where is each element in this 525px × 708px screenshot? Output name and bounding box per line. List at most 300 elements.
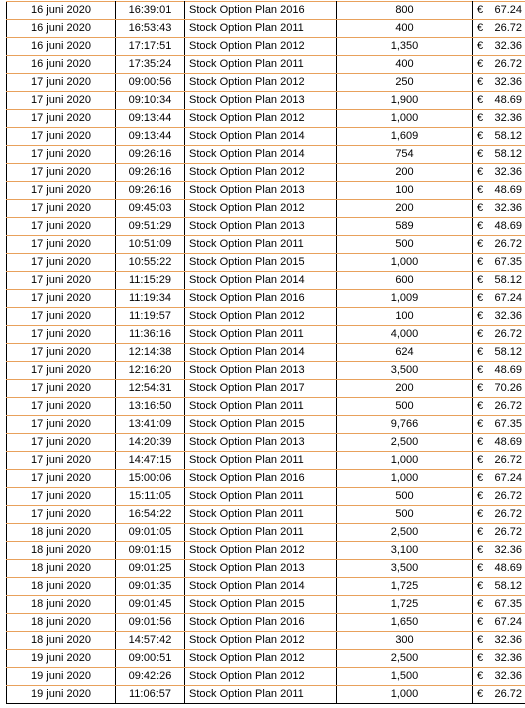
date-cell: 17 juni 2020 — [7, 146, 116, 164]
time-cell: 09:26:16 — [116, 146, 185, 164]
price-value: 67.35 — [494, 418, 522, 430]
quantity-cell: 1,000 — [337, 470, 473, 488]
price-value: 32.36 — [494, 76, 522, 88]
quantity-cell: 1,350 — [337, 38, 473, 56]
price-cell — [473, 614, 525, 632]
price-value: 26.72 — [494, 400, 522, 412]
price-value: 26.72 — [494, 454, 522, 466]
plan-cell: Stock Option Plan 2013 — [185, 182, 337, 200]
currency-symbol: € — [477, 58, 484, 70]
date-cell: 17 juni 2020 — [7, 488, 116, 506]
currency-symbol: € — [477, 292, 484, 304]
price-value: 32.36 — [494, 544, 522, 556]
currency-symbol: € — [477, 94, 484, 106]
time-cell: 12:16:20 — [116, 362, 185, 380]
quantity-cell: 1,000 — [337, 254, 473, 272]
currency-symbol: € — [477, 634, 484, 646]
price-cell — [473, 434, 525, 452]
currency-symbol: € — [477, 688, 484, 700]
price-value: 32.36 — [494, 652, 522, 664]
currency-symbol: € — [477, 40, 484, 52]
currency-symbol: € — [477, 22, 484, 34]
currency-symbol: € — [477, 418, 484, 430]
table-row — [7, 668, 525, 686]
price-cell — [473, 326, 525, 344]
date-cell: 18 juni 2020 — [7, 632, 116, 650]
price-cell — [473, 416, 525, 434]
plan-cell: Stock Option Plan 2011 — [185, 56, 337, 74]
plan-cell: Stock Option Plan 2016 — [185, 2, 337, 20]
quantity-cell: 1,000 — [337, 686, 473, 704]
plan-cell: Stock Option Plan 2012 — [185, 650, 337, 668]
quantity-cell: 500 — [337, 488, 473, 506]
price-cell — [473, 308, 525, 326]
quantity-cell: 754 — [337, 146, 473, 164]
time-cell: 11:19:34 — [116, 290, 185, 308]
plan-cell: Stock Option Plan 2012 — [185, 542, 337, 560]
price-cell — [473, 542, 525, 560]
price-value: 67.35 — [494, 598, 522, 610]
plan-cell: Stock Option Plan 2012 — [185, 38, 337, 56]
price-cell — [473, 254, 525, 272]
plan-cell: Stock Option Plan 2011 — [185, 686, 337, 704]
plan-cell: Stock Option Plan 2016 — [185, 290, 337, 308]
date-cell: 17 juni 2020 — [7, 272, 116, 290]
date-cell: 19 juni 2020 — [7, 668, 116, 686]
table-row — [7, 596, 525, 614]
price-cell — [473, 200, 525, 218]
time-cell: 09:42:26 — [116, 668, 185, 686]
plan-cell: Stock Option Plan 2012 — [185, 200, 337, 218]
plan-cell: Stock Option Plan 2015 — [185, 254, 337, 272]
quantity-cell: 200 — [337, 380, 473, 398]
table-row — [7, 308, 525, 326]
date-cell: 17 juni 2020 — [7, 110, 116, 128]
currency-symbol: € — [477, 670, 484, 682]
time-cell: 09:26:16 — [116, 182, 185, 200]
price-cell — [473, 686, 525, 704]
currency-symbol: € — [477, 472, 484, 484]
transactions-body — [7, 2, 525, 704]
time-cell: 09:51:29 — [116, 218, 185, 236]
time-cell: 09:01:05 — [116, 524, 185, 542]
quantity-cell: 200 — [337, 200, 473, 218]
price-cell — [473, 182, 525, 200]
time-cell: 15:00:06 — [116, 470, 185, 488]
quantity-cell: 1,609 — [337, 128, 473, 146]
price-value: 48.69 — [494, 364, 522, 376]
price-cell — [473, 398, 525, 416]
currency-symbol: € — [477, 130, 484, 142]
price-value: 48.69 — [494, 220, 522, 232]
price-value: 67.35 — [494, 256, 522, 268]
currency-symbol: € — [477, 436, 484, 448]
plan-cell: Stock Option Plan 2011 — [185, 524, 337, 542]
price-value: 26.72 — [494, 508, 522, 520]
table-row — [7, 92, 525, 110]
currency-symbol: € — [477, 562, 484, 574]
table-row — [7, 74, 525, 92]
quantity-cell: 1,650 — [337, 614, 473, 632]
table-row — [7, 524, 525, 542]
date-cell: 19 juni 2020 — [7, 686, 116, 704]
price-cell — [473, 272, 525, 290]
table-row — [7, 650, 525, 668]
plan-cell: Stock Option Plan 2016 — [185, 614, 337, 632]
time-cell: 09:13:44 — [116, 110, 185, 128]
price-value: 58.12 — [494, 580, 522, 592]
table-row — [7, 2, 525, 20]
price-cell — [473, 524, 525, 542]
quantity-cell: 2,500 — [337, 434, 473, 452]
price-value: 48.69 — [494, 94, 522, 106]
date-cell: 17 juni 2020 — [7, 398, 116, 416]
price-value: 48.69 — [494, 184, 522, 196]
price-cell — [473, 362, 525, 380]
table-row — [7, 236, 525, 254]
quantity-cell: 2,500 — [337, 524, 473, 542]
price-value: 32.36 — [494, 112, 522, 124]
quantity-cell: 624 — [337, 344, 473, 362]
quantity-cell: 1,900 — [337, 92, 473, 110]
date-cell: 17 juni 2020 — [7, 236, 116, 254]
table-row — [7, 218, 525, 236]
price-cell — [473, 128, 525, 146]
table-row — [7, 128, 525, 146]
date-cell: 16 juni 2020 — [7, 2, 116, 20]
currency-symbol: € — [477, 112, 484, 124]
price-value: 26.72 — [494, 58, 522, 70]
table-row — [7, 200, 525, 218]
currency-symbol: € — [477, 256, 484, 268]
quantity-cell: 500 — [337, 398, 473, 416]
time-cell: 09:45:03 — [116, 200, 185, 218]
plan-cell: Stock Option Plan 2014 — [185, 146, 337, 164]
currency-symbol: € — [477, 346, 484, 358]
price-value: 32.36 — [494, 670, 522, 682]
plan-cell: Stock Option Plan 2011 — [185, 452, 337, 470]
date-cell: 18 juni 2020 — [7, 542, 116, 560]
currency-symbol: € — [477, 76, 484, 88]
time-cell: 09:01:25 — [116, 560, 185, 578]
plan-cell: Stock Option Plan 2013 — [185, 362, 337, 380]
quantity-cell: 589 — [337, 218, 473, 236]
price-value: 48.69 — [494, 436, 522, 448]
plan-cell: Stock Option Plan 2013 — [185, 92, 337, 110]
time-cell: 11:19:57 — [116, 308, 185, 326]
time-cell: 11:36:16 — [116, 326, 185, 344]
currency-symbol: € — [477, 310, 484, 322]
quantity-cell: 800 — [337, 2, 473, 20]
table-row — [7, 182, 525, 200]
time-cell: 12:14:38 — [116, 344, 185, 362]
plan-cell: Stock Option Plan 2012 — [185, 74, 337, 92]
price-cell — [473, 110, 525, 128]
currency-symbol: € — [477, 490, 484, 502]
plan-cell: Stock Option Plan 2011 — [185, 236, 337, 254]
time-cell: 14:20:39 — [116, 434, 185, 452]
quantity-cell: 1,000 — [337, 452, 473, 470]
price-cell — [473, 470, 525, 488]
quantity-cell: 300 — [337, 632, 473, 650]
price-value: 26.72 — [494, 526, 522, 538]
currency-symbol: € — [477, 652, 484, 664]
table-row — [7, 38, 525, 56]
currency-symbol: € — [477, 544, 484, 556]
currency-symbol: € — [477, 400, 484, 412]
price-value: 32.36 — [494, 634, 522, 646]
price-cell — [473, 452, 525, 470]
table-row — [7, 398, 525, 416]
price-value: 26.72 — [494, 22, 522, 34]
table-row — [7, 362, 525, 380]
date-cell: 18 juni 2020 — [7, 560, 116, 578]
time-cell: 09:01:35 — [116, 578, 185, 596]
table-row — [7, 254, 525, 272]
plan-cell: Stock Option Plan 2014 — [185, 344, 337, 362]
price-value: 58.12 — [494, 274, 522, 286]
quantity-cell: 1,725 — [337, 578, 473, 596]
price-cell — [473, 560, 525, 578]
plan-cell: Stock Option Plan 2017 — [185, 380, 337, 398]
price-cell — [473, 146, 525, 164]
currency-symbol: € — [477, 454, 484, 466]
quantity-cell: 4,000 — [337, 326, 473, 344]
currency-symbol: € — [477, 616, 484, 628]
transactions-table — [6, 1, 525, 704]
date-cell: 17 juni 2020 — [7, 128, 116, 146]
price-cell — [473, 290, 525, 308]
plan-cell: Stock Option Plan 2011 — [185, 20, 337, 38]
time-cell: 14:47:15 — [116, 452, 185, 470]
quantity-cell: 600 — [337, 272, 473, 290]
price-value: 67.24 — [494, 616, 522, 628]
plan-cell: Stock Option Plan 2014 — [185, 128, 337, 146]
date-cell: 18 juni 2020 — [7, 578, 116, 596]
price-cell — [473, 20, 525, 38]
plan-cell: Stock Option Plan 2016 — [185, 470, 337, 488]
time-cell: 09:00:56 — [116, 74, 185, 92]
price-cell — [473, 56, 525, 74]
table-row — [7, 560, 525, 578]
table-row — [7, 164, 525, 182]
price-value: 32.36 — [494, 40, 522, 52]
time-cell: 09:26:16 — [116, 164, 185, 182]
date-cell: 17 juni 2020 — [7, 452, 116, 470]
plan-cell: Stock Option Plan 2012 — [185, 308, 337, 326]
time-cell: 13:16:50 — [116, 398, 185, 416]
time-cell: 10:55:22 — [116, 254, 185, 272]
date-cell: 17 juni 2020 — [7, 254, 116, 272]
date-cell: 17 juni 2020 — [7, 362, 116, 380]
currency-symbol: € — [477, 382, 484, 394]
table-row — [7, 488, 525, 506]
quantity-cell: 100 — [337, 182, 473, 200]
quantity-cell: 3,500 — [337, 362, 473, 380]
price-value: 58.12 — [494, 346, 522, 358]
time-cell: 12:54:31 — [116, 380, 185, 398]
price-cell — [473, 650, 525, 668]
table-row — [7, 614, 525, 632]
table-row — [7, 56, 525, 74]
time-cell: 16:54:22 — [116, 506, 185, 524]
table-row — [7, 632, 525, 650]
price-cell — [473, 506, 525, 524]
table-row — [7, 290, 525, 308]
quantity-cell: 9,766 — [337, 416, 473, 434]
plan-cell: Stock Option Plan 2012 — [185, 668, 337, 686]
price-value: 26.72 — [494, 238, 522, 250]
table-row — [7, 326, 525, 344]
date-cell: 18 juni 2020 — [7, 596, 116, 614]
plan-cell: Stock Option Plan 2013 — [185, 434, 337, 452]
date-cell: 17 juni 2020 — [7, 380, 116, 398]
currency-symbol: € — [477, 148, 484, 160]
date-cell: 18 juni 2020 — [7, 614, 116, 632]
date-cell: 17 juni 2020 — [7, 308, 116, 326]
price-cell — [473, 2, 525, 20]
table-row — [7, 272, 525, 290]
date-cell: 17 juni 2020 — [7, 344, 116, 362]
table-row — [7, 110, 525, 128]
price-value: 58.12 — [494, 148, 522, 160]
plan-cell: Stock Option Plan 2014 — [185, 272, 337, 290]
time-cell: 09:00:51 — [116, 650, 185, 668]
date-cell: 17 juni 2020 — [7, 290, 116, 308]
quantity-cell: 400 — [337, 20, 473, 38]
date-cell: 17 juni 2020 — [7, 164, 116, 182]
table-row — [7, 380, 525, 398]
time-cell: 09:10:34 — [116, 92, 185, 110]
quantity-cell: 500 — [337, 236, 473, 254]
time-cell: 15:11:05 — [116, 488, 185, 506]
price-cell — [473, 218, 525, 236]
time-cell: 10:51:09 — [116, 236, 185, 254]
date-cell: 16 juni 2020 — [7, 56, 116, 74]
table-row — [7, 578, 525, 596]
quantity-cell: 1,000 — [337, 110, 473, 128]
price-value: 26.72 — [494, 490, 522, 502]
currency-symbol: € — [477, 364, 484, 376]
price-cell — [473, 380, 525, 398]
price-cell — [473, 92, 525, 110]
plan-cell: Stock Option Plan 2014 — [185, 578, 337, 596]
currency-symbol: € — [477, 4, 484, 16]
currency-symbol: € — [477, 202, 484, 214]
time-cell: 16:39:01 — [116, 2, 185, 20]
price-cell — [473, 74, 525, 92]
date-cell: 16 juni 2020 — [7, 20, 116, 38]
price-cell — [473, 38, 525, 56]
time-cell: 17:35:24 — [116, 56, 185, 74]
currency-symbol: € — [477, 526, 484, 538]
price-value: 26.72 — [494, 688, 522, 700]
currency-symbol: € — [477, 598, 484, 610]
currency-symbol: € — [477, 508, 484, 520]
date-cell: 17 juni 2020 — [7, 92, 116, 110]
time-cell: 14:57:42 — [116, 632, 185, 650]
date-cell: 17 juni 2020 — [7, 434, 116, 452]
date-cell: 19 juni 2020 — [7, 650, 116, 668]
date-cell: 17 juni 2020 — [7, 470, 116, 488]
date-cell: 17 juni 2020 — [7, 182, 116, 200]
date-cell: 16 juni 2020 — [7, 38, 116, 56]
price-value: 48.69 — [494, 562, 522, 574]
price-cell — [473, 236, 525, 254]
table-row — [7, 416, 525, 434]
table-row — [7, 542, 525, 560]
time-cell: 09:13:44 — [116, 128, 185, 146]
quantity-cell: 1,009 — [337, 290, 473, 308]
currency-symbol: € — [477, 580, 484, 592]
time-cell: 09:01:45 — [116, 596, 185, 614]
date-cell: 17 juni 2020 — [7, 506, 116, 524]
date-cell: 17 juni 2020 — [7, 416, 116, 434]
date-cell: 17 juni 2020 — [7, 218, 116, 236]
price-value: 26.72 — [494, 328, 522, 340]
date-cell: 17 juni 2020 — [7, 74, 116, 92]
plan-cell: Stock Option Plan 2011 — [185, 326, 337, 344]
plan-cell: Stock Option Plan 2015 — [185, 596, 337, 614]
price-cell — [473, 164, 525, 182]
plan-cell: Stock Option Plan 2011 — [185, 488, 337, 506]
quantity-cell: 3,100 — [337, 542, 473, 560]
price-value: 58.12 — [494, 130, 522, 142]
date-cell: 17 juni 2020 — [7, 200, 116, 218]
time-cell: 16:53:43 — [116, 20, 185, 38]
quantity-cell: 500 — [337, 506, 473, 524]
date-cell: 17 juni 2020 — [7, 326, 116, 344]
plan-cell: Stock Option Plan 2011 — [185, 398, 337, 416]
price-cell — [473, 632, 525, 650]
quantity-cell: 400 — [337, 56, 473, 74]
plan-cell: Stock Option Plan 2013 — [185, 218, 337, 236]
table-row — [7, 686, 525, 704]
plan-cell: Stock Option Plan 2015 — [185, 416, 337, 434]
price-value: 32.36 — [494, 166, 522, 178]
currency-symbol: € — [477, 328, 484, 340]
plan-cell: Stock Option Plan 2012 — [185, 632, 337, 650]
plan-cell: Stock Option Plan 2013 — [185, 560, 337, 578]
currency-symbol: € — [477, 220, 484, 232]
quantity-cell: 200 — [337, 164, 473, 182]
price-value: 67.24 — [494, 472, 522, 484]
plan-cell: Stock Option Plan 2012 — [185, 110, 337, 128]
currency-symbol: € — [477, 166, 484, 178]
time-cell: 09:01:15 — [116, 542, 185, 560]
currency-symbol: € — [477, 238, 484, 250]
table-row — [7, 470, 525, 488]
price-value: 32.36 — [494, 310, 522, 322]
quantity-cell: 250 — [337, 74, 473, 92]
price-cell — [473, 488, 525, 506]
price-cell — [473, 344, 525, 362]
quantity-cell: 100 — [337, 308, 473, 326]
time-cell: 09:01:56 — [116, 614, 185, 632]
plan-cell: Stock Option Plan 2012 — [185, 164, 337, 182]
quantity-cell: 2,500 — [337, 650, 473, 668]
currency-symbol: € — [477, 184, 484, 196]
price-value: 67.24 — [494, 4, 522, 16]
table-row — [7, 434, 525, 452]
price-value: 32.36 — [494, 202, 522, 214]
table-row — [7, 20, 525, 38]
time-cell: 11:06:57 — [116, 686, 185, 704]
quantity-cell: 3,500 — [337, 560, 473, 578]
table-row — [7, 344, 525, 362]
plan-cell: Stock Option Plan 2011 — [185, 506, 337, 524]
time-cell: 13:41:09 — [116, 416, 185, 434]
